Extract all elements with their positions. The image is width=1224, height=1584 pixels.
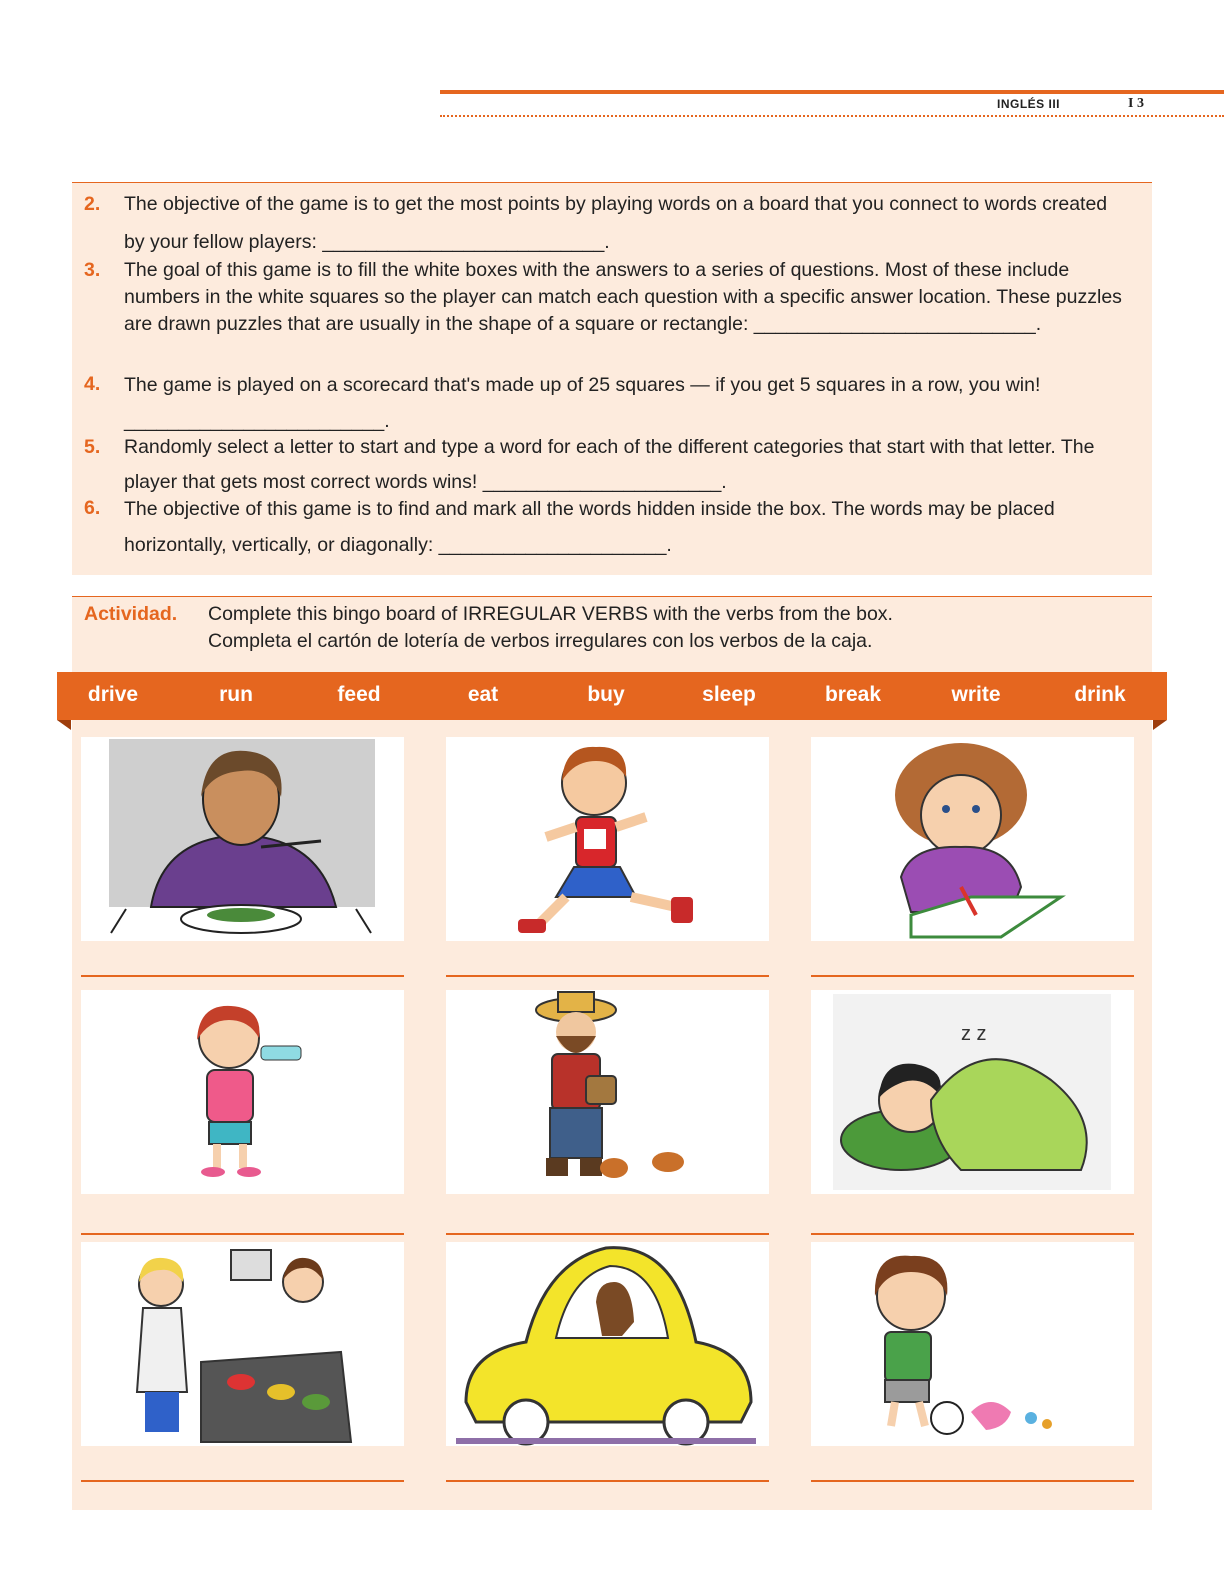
answer-line [446,975,769,977]
question-item [84,371,1122,439]
activity-instruction-english: Complete this bingo board of IRREGULAR VERBS with the verbs from the box. [208,603,893,625]
question-item [84,257,1122,338]
question-number: 3. [84,259,101,281]
question-text: Randomly select a letter to start and type a word for each of the different categories that start with that letter. The player that gets most correct words wins! ______________________. [124,436,1095,493]
verb-write: write [951,683,1001,706]
subject-label: INGLÉS III [997,97,1061,111]
verb-sleep: sleep [702,683,756,706]
question-number: 5. [84,436,101,458]
question-item [84,191,1122,261]
answer-line [446,1480,769,1482]
question-text: The objective of the game is to get the most points by playing words on a board that you connect to words created by your fellow players: __________________________. [124,193,1108,253]
verb-drink: drink [1074,683,1126,706]
band-fold-right [1153,720,1167,730]
page-number: I 3 [1128,96,1144,111]
question-number: 6. [84,497,101,519]
answer-line [81,1480,404,1482]
question-number: 2. [84,193,101,215]
verb-break: break [824,683,882,706]
header-rule [440,90,1224,94]
sleeping-girl-icon [811,990,1134,1194]
header-dotted-rule [440,115,1224,117]
question-text: The objective of this game is to find and mark all the words hidden inside the box. The words may be placed horizontally, vertically, or diagonally: _____________________. [124,498,1055,556]
farmer-feeding-chickens-icon [446,990,769,1194]
shopping-couple-icon [81,1242,404,1446]
answer-line [811,1233,1134,1235]
boy-breaking-vase-icon [811,1242,1134,1446]
answer-line [446,1233,769,1235]
question-text: The goal of this game is to fill the white boxes with the answers to a series of questions. Most of these include numbers in the white squares so the player can match each question with a specific answer location. These puzzles are drawn puzzles that are usually in the shape of a square or rectangle: __________________________. [124,259,1122,335]
verb-run: run [219,683,253,706]
activity-instruction-spanish: Completa el cartón de lotería de verbos irregulares con los verbos de la caja. [208,630,873,652]
answer-line [81,975,404,977]
band-fold-left [57,720,71,730]
activity-label: Actividad. [84,603,178,625]
verb-buy: buy [587,683,625,706]
question-number: 4. [84,373,101,395]
woman-driving-car-icon [446,1242,769,1446]
svg-text:z z: z z [961,1023,987,1045]
writing-girl-icon [811,737,1134,941]
verb-box-band [57,672,1167,720]
verb-drive: drive [87,683,139,706]
verb-eat: eat [467,683,499,706]
question-text: The game is played on a scorecard that's made up of 25 squares — if you get 5 squares in a row, you win! ________________________. [124,374,1041,432]
answer-line [81,1233,404,1235]
running-boy-icon [446,737,769,941]
drinking-girl-icon [81,990,404,1194]
question-item [84,495,1122,563]
eating-woman-icon [81,737,404,941]
answer-line [811,1480,1134,1482]
answer-line [811,975,1134,977]
verb-feed: feed [337,683,381,706]
questions-panel [72,182,1152,575]
